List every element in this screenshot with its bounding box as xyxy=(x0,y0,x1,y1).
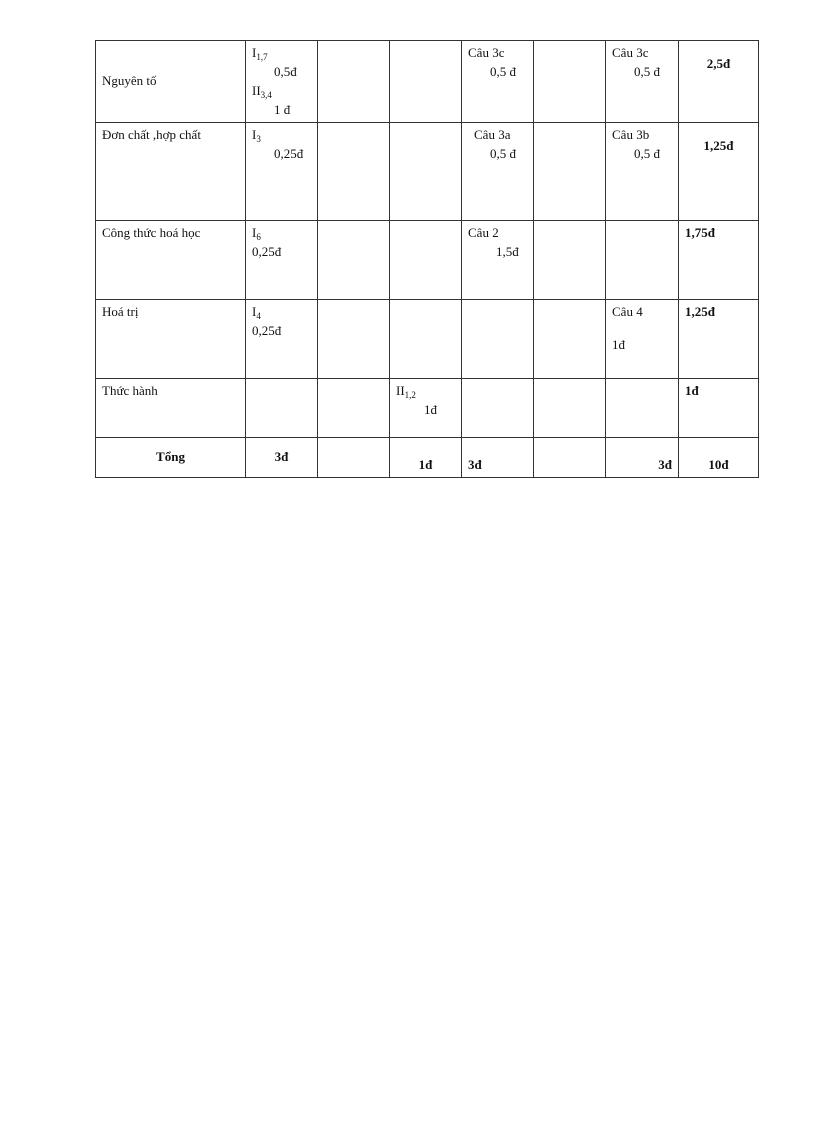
question-ref: $I_6$ xyxy=(252,225,261,243)
question-label: Câu 3a xyxy=(474,127,511,143)
empty-cell xyxy=(390,123,462,221)
level6-cell xyxy=(606,41,679,123)
empty-cell xyxy=(318,438,390,478)
empty-cell xyxy=(606,379,679,438)
total-level6: 3đ xyxy=(606,438,679,478)
question-label: Câu 3b xyxy=(612,127,650,143)
level4-cell xyxy=(462,41,534,123)
empty-cell xyxy=(390,41,462,123)
level6-cell xyxy=(606,300,679,379)
question-ref: $II_{3,4}$ xyxy=(252,82,272,100)
row-total: 1đ xyxy=(679,379,759,438)
spacer xyxy=(612,322,672,336)
empty-cell xyxy=(534,438,606,478)
question-label: Câu 2 xyxy=(468,225,499,241)
question-ref: $I_3$ xyxy=(252,127,261,145)
total-level4: 3đ xyxy=(462,438,534,478)
topic-cell xyxy=(96,379,246,438)
empty-cell xyxy=(462,300,534,379)
level3-cell xyxy=(390,379,462,438)
question-ref: $I_4$ xyxy=(252,304,261,322)
score-value: 1đ xyxy=(424,402,437,418)
score-value: 1,5đ xyxy=(496,244,519,260)
table-row xyxy=(96,300,759,379)
score-value: 0,25đ xyxy=(274,146,304,162)
score-value: 0,5 đ xyxy=(634,63,660,79)
level6-cell xyxy=(606,123,679,221)
empty-cell xyxy=(462,379,534,438)
score-value: 0,25đ xyxy=(252,244,282,260)
topic-cell xyxy=(96,300,246,379)
empty-cell xyxy=(534,379,606,438)
topic-label: Hoá trị xyxy=(102,304,139,320)
topic-label: Thức hành xyxy=(102,383,158,399)
topic-label: Đơn chất ,hợp chất xyxy=(102,127,201,143)
score-value: 0,25đ xyxy=(252,323,282,339)
score-value: 1đ xyxy=(612,337,625,353)
topic-label: Công thức hoá học xyxy=(102,225,201,241)
assessment-matrix-table xyxy=(95,40,759,478)
table-row xyxy=(96,123,759,221)
empty-cell xyxy=(390,300,462,379)
row-total: 1,75đ xyxy=(679,221,759,300)
empty-cell xyxy=(318,300,390,379)
empty-cell xyxy=(390,221,462,300)
topic-cell xyxy=(96,123,246,221)
empty-cell xyxy=(318,379,390,438)
question-label: Câu 3c xyxy=(468,45,505,60)
row-total: 1,25đ xyxy=(679,300,759,379)
level1-cell xyxy=(246,221,318,300)
empty-cell xyxy=(534,300,606,379)
empty-cell xyxy=(318,221,390,300)
row-total: 2,5đ xyxy=(679,41,759,123)
score-value: 1 đ xyxy=(274,101,291,117)
empty-cell xyxy=(534,41,606,123)
empty-cell xyxy=(246,379,318,438)
table-row xyxy=(96,41,759,123)
topic-label: Nguyên tố xyxy=(102,73,157,89)
grand-total: 10đ xyxy=(679,438,759,478)
topic-cell xyxy=(96,41,246,123)
empty-cell xyxy=(534,123,606,221)
totals-row xyxy=(96,438,759,478)
row-total: 1,25đ xyxy=(679,123,759,221)
empty-cell xyxy=(606,221,679,300)
totals-label: Tổng xyxy=(96,438,246,478)
level1-cell xyxy=(246,300,318,379)
score-value: 0,5 đ xyxy=(490,146,516,162)
score-value: 0,5 đ xyxy=(634,146,660,162)
total-level1: 3đ xyxy=(246,438,318,478)
table-row xyxy=(96,379,759,438)
question-label: Câu 4 xyxy=(612,304,643,320)
level4-cell xyxy=(462,221,534,300)
topic-cell xyxy=(96,221,246,300)
question-label: Câu 3c xyxy=(612,45,649,60)
table-row xyxy=(96,221,759,300)
empty-cell xyxy=(534,221,606,300)
total-level3: 1đ xyxy=(390,438,462,478)
level1-cell xyxy=(246,123,318,221)
question-ref: $I_{1,7}$ xyxy=(252,45,268,62)
score-value: 0,5 đ xyxy=(490,63,516,79)
empty-cell xyxy=(318,41,390,123)
question-ref: $II_{1,2}$ xyxy=(396,383,416,401)
score-value: 0,5đ xyxy=(274,63,297,79)
level1-cell xyxy=(246,41,318,123)
level4-cell xyxy=(462,123,534,221)
empty-cell xyxy=(318,123,390,221)
